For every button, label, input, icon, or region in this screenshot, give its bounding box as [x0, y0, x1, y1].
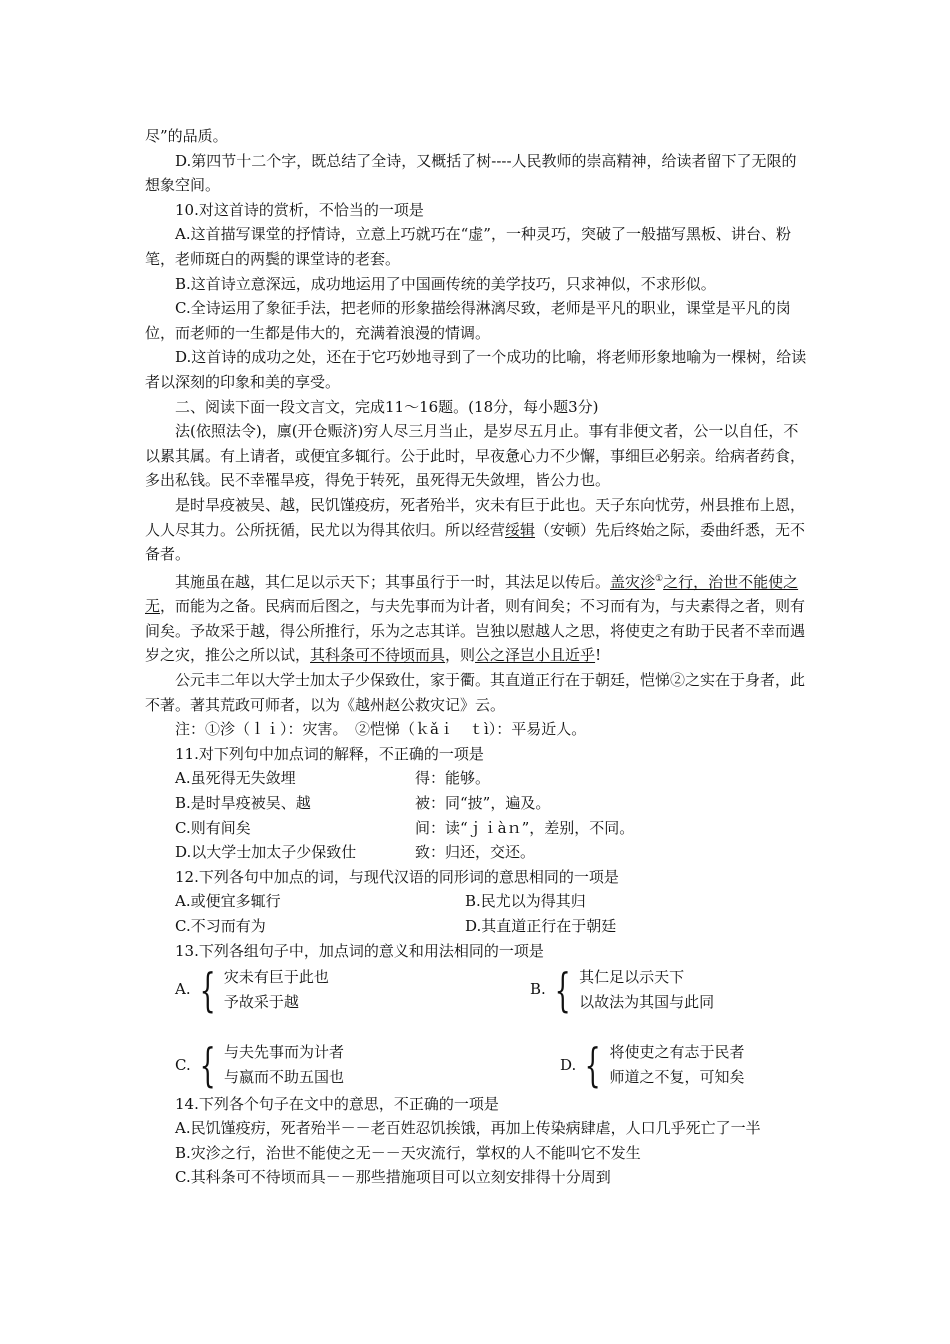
brace-icon: {: [584, 1037, 601, 1092]
option-sentence: C.则有间矣: [175, 818, 251, 837]
q10-option-c: C.全诗运用了象征手法，把老师的形象描绘得淋漓尽致，老师是平凡的职业，课堂是平凡的岗位，而老师的一生都是伟大的，充满着浪漫的情调。: [145, 299, 791, 342]
text-span: 其施虽在越，其仁足以示天下；其事虽行于一时，其法足以传后。: [175, 572, 611, 591]
q11-option-d: [145, 840, 810, 865]
option-explanation: 被：同“披”，遍及。: [415, 794, 551, 813]
question-10: 10.对这首诗的赏析，不恰当的一项是: [175, 200, 424, 219]
option-sentence: 师道之不复，可知矣: [609, 1067, 745, 1086]
document-page: [145, 124, 810, 1190]
footnote: 注：①沴（ｌｉ）：灾害。 ②恺悌（ｋǎｉ ｔì）：平易近人。: [175, 720, 587, 739]
q14-option-a: A.民饥馑疫疠，死者殆半－－老百姓忍饥挨饿，再加上传染病肆虐，人口几乎死亡了一半: [175, 1119, 761, 1138]
q12-options-row-2: [145, 914, 810, 939]
q13-option-c: [175, 1037, 560, 1092]
q14-option-b: B.灾沴之行，治世不能使之无－－天灾流行，掌权的人不能叫它不发生: [175, 1143, 641, 1162]
passage-paragraph-3: [145, 567, 810, 668]
text-span: ，则: [445, 646, 476, 665]
q12-options-row-1: [145, 889, 810, 914]
option-explanation: 间：读“ｊｉàｎ”，差别，不同。: [415, 818, 635, 837]
text-span: 是时旱疫被吴、越，民饥馑疫疠，死者殆半，灾未有巨于此也。天子东向忧劳，州县推布上恩，人人尽其力。公所抚循，民尤以为得其依归。所以经营: [145, 495, 806, 539]
option-label: D.: [560, 1055, 577, 1074]
option-sentence: 灾未有巨于此也: [223, 968, 329, 987]
option-explanation: 得：能够。: [415, 769, 491, 788]
option-sentence: 其仁足以示天下: [579, 968, 685, 987]
underlined-text: 绥辑: [505, 520, 536, 539]
question-14: 14.下列各个句子在文中的意思，不正确的一项是: [175, 1094, 499, 1113]
option-sentence: 与嬴而不助五国也: [224, 1067, 345, 1086]
option-sentence: A.虽死得无失敛埋: [175, 769, 296, 788]
underlined-text: 之行，治世不能使之无: [145, 572, 799, 616]
q12-option-b: B.民尤以为得其归: [465, 892, 586, 911]
q13-option-a: [175, 962, 530, 1017]
option-label: B.: [530, 980, 546, 999]
option-d: D.第四节十二个字，既总结了全诗，又概括了树----人民教师的崇高精神，给读者留下了无限的想象空间。: [145, 151, 797, 195]
option-sentence: 以故法为其国与此同: [579, 992, 715, 1011]
q13-option-b: [530, 962, 715, 1017]
q12-option-a: A.或便宜多辄行: [175, 892, 281, 911]
passage-paragraph-2: [145, 493, 810, 567]
option-sentence: D.以大学士加太子少保致仕: [175, 843, 357, 862]
q13-option-d: [560, 1037, 745, 1092]
section-2-heading: 二、阅读下面一段文言文，完成11～16题。(18分，每小题3分): [175, 397, 599, 416]
brace-icon: {: [199, 1037, 216, 1092]
q11-option-a: [145, 766, 810, 791]
passage-paragraph-4: 公元丰二年以大学士加太子少保致仕，家于衢。其直道正行在于朝廷，恺悌②之实在于身者，此不著。著其荒政可师者，以为《越州赵公救灾记》云。: [145, 671, 806, 714]
text-span: !: [595, 646, 602, 665]
q11-option-b: [145, 791, 810, 816]
q12-option-c: C.不习而有为: [175, 917, 266, 935]
option-sentence: 将使吏之有志于民者: [609, 1043, 745, 1062]
brace-icon: {: [554, 962, 571, 1017]
text-span: ，而能为之备。民病而后图之，与夫先事而为计者，则有间矣；不习而有为，与夫素得之者，则有间矣。予故采于越，得公所推行，乐为之志其详。岂独以慰越人之思，将使吏之有助于民者不幸而遇岁之灾，推公之所以试，: [145, 597, 806, 665]
q13-options-row-2: [145, 1037, 810, 1092]
passage-paragraph-1: 法(依照法令)，廪(开仓赈济)穷人尽三月当止，是岁尽五月止。事有非便文者，公一以自任，不以累其属。有上请者，或便宜多辄行。公于此时，早夜惫心力不少懈，事细巨必躬亲。给病者药食，多出私钱。民不幸罹旱疫，得免于转死，虽死得无失敛埋，皆公力也。: [145, 422, 806, 490]
q10-option-b: B.这首诗立意深远，成功地运用了中国画传统的美学技巧，只求神似，不求形似。: [175, 274, 716, 293]
q13-options-row-1: [145, 962, 810, 1017]
q14-option-c: C.其科条可不待顷而具－－那些措施项目可以立刻安排得十分周到: [175, 1168, 611, 1187]
option-sentence: 与夫先事而为计者: [224, 1043, 345, 1062]
q12-option-d: D.其直道正行在于朝廷: [465, 917, 617, 935]
underlined-text: 其科条可不待顷而具: [310, 646, 446, 665]
underlined-text: 公之泽岂小且近乎: [475, 646, 596, 665]
question-12: 12.下列各句中加点的词，与现代汉语的同形词的意思相同的一项是: [175, 867, 619, 886]
q10-option-a: A.这首描写课堂的抒情诗，立意上巧就巧在“虚”，一种灵巧，突破了一般描写黑板、讲台、粉笔，老师斑白的两鬓的课堂诗的老套。: [145, 225, 791, 268]
question-11: 11.对下列句中加点词的解释，不正确的一项是: [175, 744, 484, 763]
underlined-text: 盖灾沴: [610, 572, 656, 591]
q10-option-d: D.这首诗的成功之处，还在于它巧妙地寻到了一个成功的比喻，将老师形象地喻为一棵树，给读者以深刻的印象和美的享受。: [145, 348, 807, 391]
footnote-marker: ①: [655, 573, 664, 584]
option-label: C.: [175, 1055, 191, 1074]
question-13: 13.下列各组句子中，加点词的意义和用法相同的一项是: [175, 941, 544, 960]
option-explanation: 致：归还，交还。: [415, 843, 536, 862]
option-label: A.: [175, 980, 191, 999]
brace-icon: {: [199, 962, 216, 1017]
q11-option-c: [145, 816, 810, 841]
text-span: （安顿）先后终始之际，委曲纤悉，无不备者。: [145, 520, 806, 564]
option-sentence: 予故采于越: [223, 992, 299, 1011]
option-sentence: B.是时旱疫被吴、越: [175, 794, 311, 813]
text-line: 尽”的品质。: [145, 127, 228, 145]
